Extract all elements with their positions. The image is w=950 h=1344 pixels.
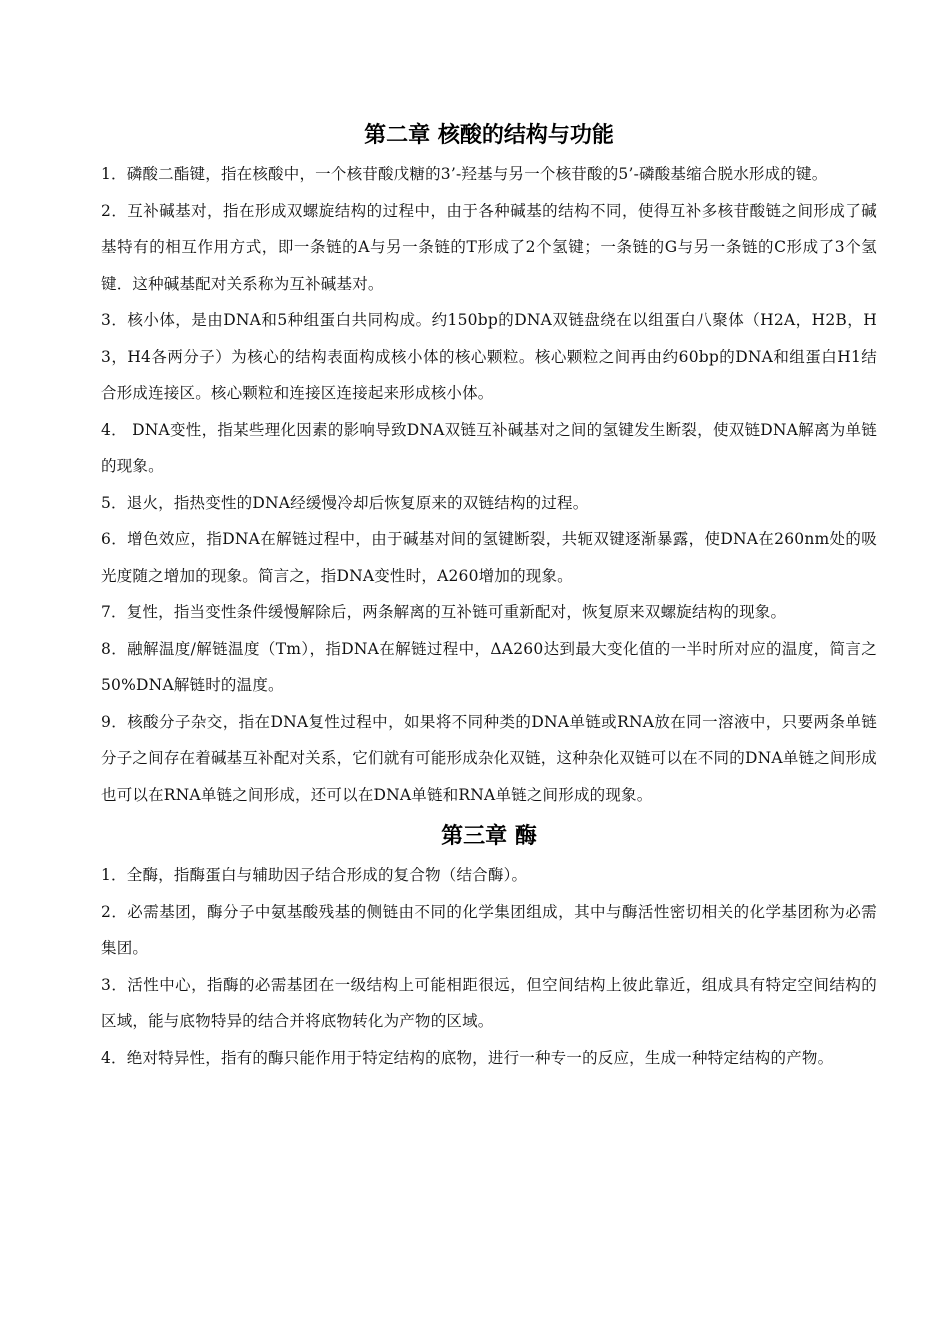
definition-item: 8．融解温度/解链温度（Tm），指DNA在解链过程中，ΔA260达到最大变化值的一半时所对应的温度，简言之50%DNA解链时的温度。 bbox=[101, 639, 877, 694]
definition-item: 1．全酶，指酶蛋白与辅助因子结合形成的复合物（结合酶）。 bbox=[101, 866, 528, 884]
document-content bbox=[101, 116, 877, 1076]
definition-item: 2．必需基团，酶分子中氨基酸残基的侧链由不同的化学集团组成，其中与酶活性密切相关的化学基团称为必需集团。 bbox=[101, 902, 877, 957]
definition-item: 4． DNA变性，指某些理化因素的影响导致DNA双链互补碱基对之间的氢键发生断裂，使双链DNA解离为单链的现象。 bbox=[101, 420, 877, 475]
chapter-title: 第二章 核酸的结构与功能 bbox=[364, 123, 614, 148]
chapter-3 bbox=[101, 817, 877, 1076]
chapter-title: 第三章 酶 bbox=[441, 824, 537, 849]
definition-item: 6．增色效应，指DNA在解链过程中，由于碱基对间的氢键断裂，共轭双键逐渐暴露，使DNA在260nm处的吸光度随之增加的现象。简言之，指DNA变性时，A260增加的现象。 bbox=[101, 530, 877, 585]
definition-item: 2．互补碱基对，指在形成双螺旋结构的过程中，由于各种碱基的结构不同，使得互补多核苷酸链之间形成了碱基特有的相互作用方式，即一条链的A与另一条链的T形成了2个氢键；一条链的G与另一条链的C形成了3个氢键．这种碱基配对关系称为互补碱基对。 bbox=[101, 201, 877, 293]
chapter-2 bbox=[101, 116, 877, 813]
definition-item: 7．复性，指当变性条件缓慢解除后，两条解离的互补链可重新配对，恢复原来双螺旋结构的现象。 bbox=[101, 603, 787, 621]
definition-item: 9．核酸分子杂交，指在DNA复性过程中，如果将不同种类的DNA单链或RNA放在同一溶液中，只要两条单链分子之间存在着碱基互补配对关系，它们就有可能形成杂化双链，这种杂化双链可以在不同的DNA单链之间形成也可以在RNA单链之间形成，还可以在DNA单链和RNA单链之间形成的现象。 bbox=[101, 712, 877, 804]
definition-item: 5．退火，指热变性的DNA经缓慢冷却后恢复原来的双链结构的过程。 bbox=[101, 493, 589, 512]
definition-item: 1．磷酸二酯键，指在核酸中，一个核苷酸戊糖的3’-羟基与另一个核苷酸的5’-磷酸基缩合脱水形成的键。 bbox=[101, 165, 828, 183]
definition-item: 4．绝对特异性，指有的酶只能作用于特定结构的底物，进行一种专一的反应，生成一种特定结构的产物。 bbox=[101, 1048, 834, 1067]
definition-item: 3．核小体，是由DNA和5种组蛋白共同构成。约150bp的DNA双链盘绕在以组蛋白八聚体（H2A，H2B，H3，H4各两分子）为核心的结构表面构成核小体的核心颗粒。核心颗粒之间再由约60bp的DNA和组蛋白H1结合形成连接区。核心颗粒和连接区连接起来形成核小体。 bbox=[101, 311, 877, 402]
definition-item: 3．活性中心，指酶的必需基团在一级结构上可能相距很远，但空间结构上彼此靠近，组成具有特定空间结构的区域，能与底物特异的结合并将底物转化为产物的区域。 bbox=[101, 975, 877, 1030]
